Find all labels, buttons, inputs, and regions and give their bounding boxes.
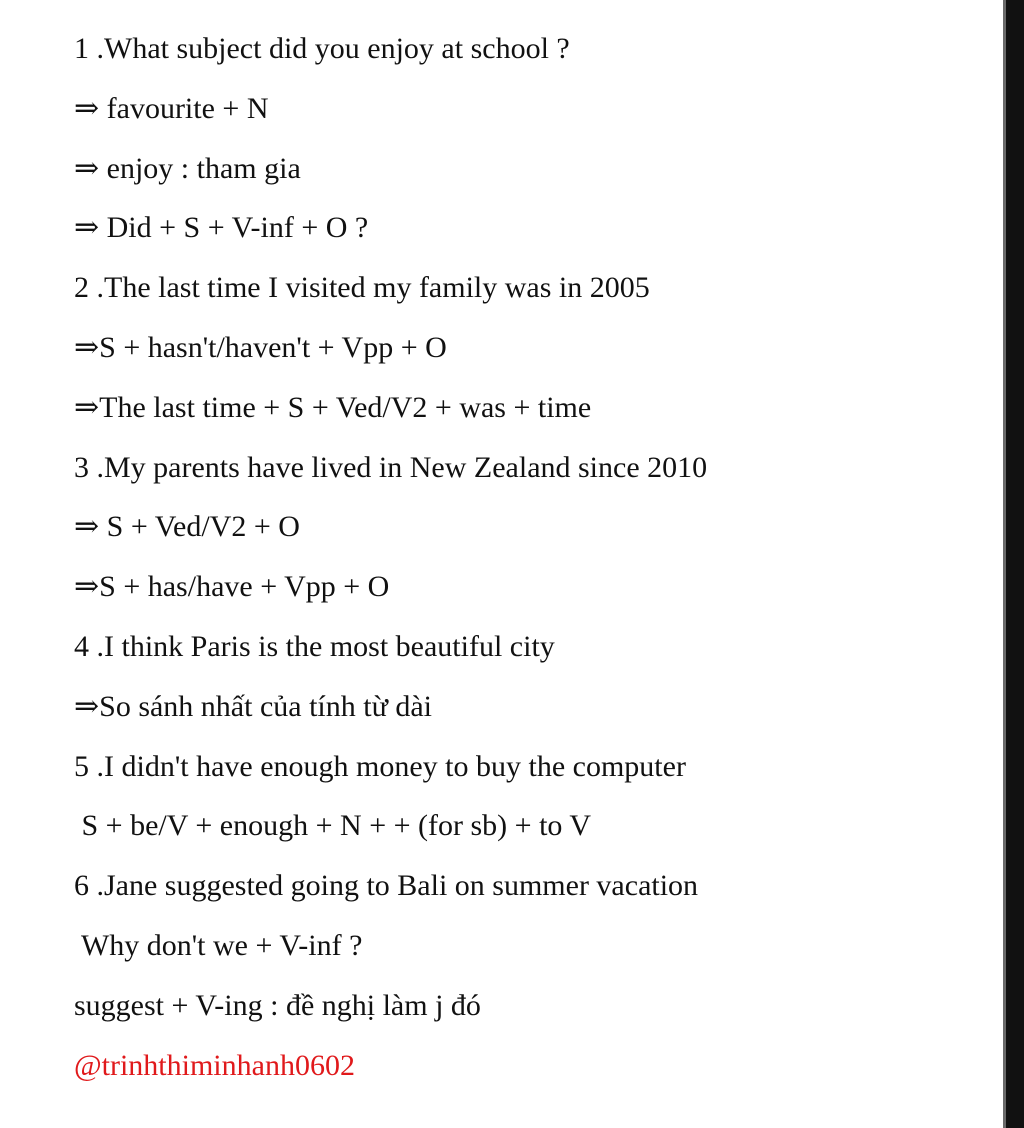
question-5: 5 .I didn't have enough money to buy the computer	[74, 749, 686, 783]
note-enjoy: ⇒ enjoy : tham gia	[74, 151, 301, 185]
structure-enough: S + be/V + enough + N + + (for sb) + to V	[74, 809, 592, 843]
right-border-bar	[1006, 0, 1024, 1128]
structure-last-time: ⇒The last time + S + Ved/V2 + was + time	[74, 390, 592, 424]
note-superlative: ⇒So sánh nhất của tính từ dài	[74, 689, 433, 723]
document-body	[74, 26, 974, 1102]
structure-why-dont-we: Why don't we + V-inf ?	[74, 928, 363, 962]
structure-did: ⇒ Did + S + V-inf + O ?	[74, 211, 369, 245]
structure-has-have: ⇒S + has/have + Vpp + O	[74, 570, 390, 604]
structure-hasnt: ⇒S + hasn't/haven't + Vpp + O	[74, 330, 447, 364]
question-6: 6 .Jane suggested going to Bali on summer vacation	[74, 869, 699, 903]
question-3: 3 .My parents have lived in New Zealand since 2010	[74, 450, 708, 484]
note-suggest: suggest + V-ing : đề nghị làm j đó	[74, 988, 481, 1022]
note-favourite: ⇒ favourite + N	[74, 91, 269, 125]
question-2: 2 .The last time I visited my family was in 2005	[74, 271, 650, 305]
question-1: 1 .What subject did you enjoy at school ?	[74, 32, 570, 65]
question-4: 4 .I think Paris is the most beautiful city	[74, 629, 555, 663]
author-handle: @trinhthiminhanh0602	[74, 1048, 355, 1082]
structure-ved: ⇒ S + Ved/V2 + O	[74, 510, 300, 544]
